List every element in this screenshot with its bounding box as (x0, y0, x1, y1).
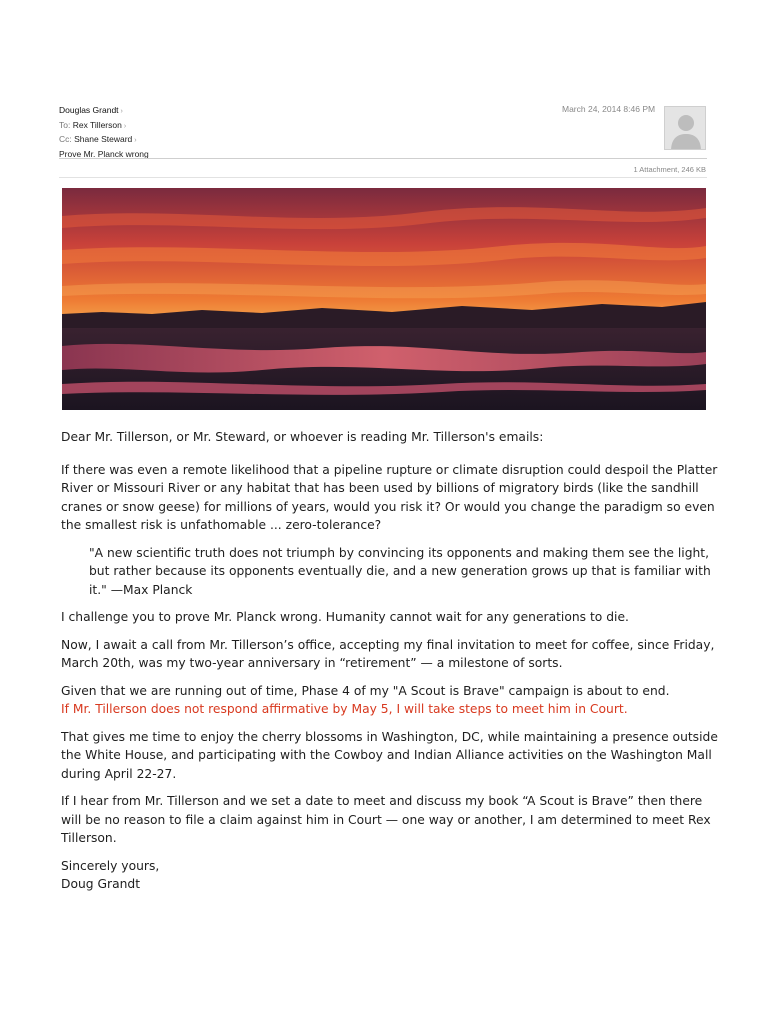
attached-photo[interactable] (62, 188, 706, 410)
letter-body (61, 428, 721, 894)
avatar-placeholder-icon (665, 107, 706, 150)
sign-off (61, 857, 721, 894)
image-placeholder-icon (62, 188, 706, 410)
paragraph-risk: If there was even a remote likelihood that a pipeline rupture or climate disruption could despoil the Platter River or Missouri River or any habitat that has been used by billions of migratory birds (like the sandhill cranes or snow geese) for millions of years, would you risk it? Or would you change the paradigm so even the smallest risk is unfathomable ... zero-tolerance? (61, 462, 718, 532)
cc-label: Cc: (59, 134, 72, 144)
cc-recipient[interactable]: Shane Steward (74, 134, 133, 144)
campaign-text: Given that we are running out of time, Phase 4 of my "A Scout is Brave" campaign is about to end. (61, 683, 670, 698)
to-row (59, 119, 709, 134)
attachment-divider (59, 177, 707, 178)
closing: Sincerely yours, (61, 858, 160, 873)
attachment-info[interactable]: 1 Attachment, 246 KB (633, 165, 706, 174)
subject-line: Prove Mr. Planck wrong (59, 148, 149, 159)
paragraph-washington: That gives me time to enjoy the cherry blossoms in Washington, DC, while maintaining a presence outside the White House, and participating with the Cowboy and Indian Alliance activities on the Washington Mall during April 22-27. (61, 729, 718, 781)
to-recipient[interactable]: Rex Tillerson (72, 119, 122, 130)
header-divider (59, 158, 707, 159)
greeting: Dear Mr. Tillerson, or Mr. Steward, or whoever is reading Mr. Tillerson's emails: (61, 430, 544, 444)
cc-row (59, 133, 709, 148)
sender-name[interactable]: Douglas Grandt (59, 105, 119, 115)
chevron-down-icon[interactable]: › (123, 122, 127, 130)
to-label: To: (59, 119, 71, 130)
paragraph-challenge: I challenge you to prove Mr. Planck wrong. Humanity cannot wait for any generations to die. (61, 610, 629, 624)
planck-quote: "A new scientific truth does not triumph by convincing its opponents and making them see the light, but rather because its opponents eventually die, and a new generation grows up that is familiar with it." —Max Planck (89, 545, 711, 597)
paragraph-meeting: If I hear from Mr. Tillerson and we set a date to meet and discuss my book “A Scout is Brave” then there will be no reason to file a claim against him in Court — one way or another, I am determined to meet Rex Tillerson. (61, 794, 711, 845)
paragraph-campaign (61, 682, 721, 719)
chevron-down-icon[interactable]: › (134, 137, 137, 144)
sender-avatar (664, 106, 706, 150)
signature: Doug Grandt (61, 877, 141, 891)
sent-date: March 24, 2014 8:46 PM (562, 104, 656, 114)
chevron-down-icon[interactable]: › (120, 108, 123, 115)
court-warning: If Mr. Tillerson does not respond affirmative by May 5, I will take steps to meet him in Court. (61, 702, 628, 716)
paragraph-invitation: Now, I await a call from Mr. Tillerson’s office, accepting my final invitation to meet for coffee, since Friday, March 20th, was my two-year anniversary in “retirement” — a milestone of sorts. (61, 637, 715, 670)
